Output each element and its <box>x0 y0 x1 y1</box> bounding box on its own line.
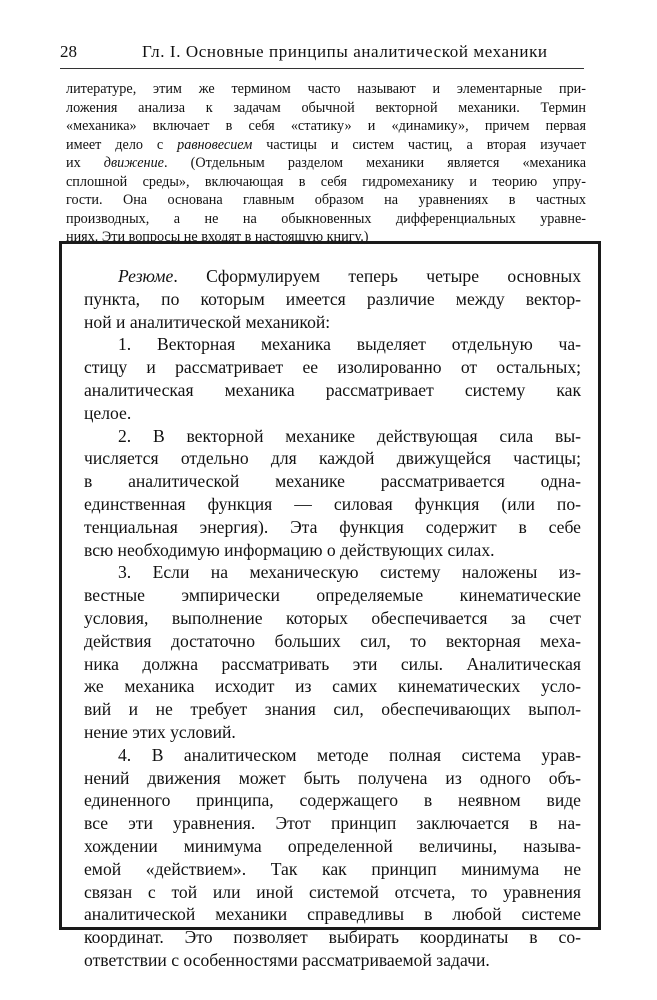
text-line: 2. В векторной механике действующая сила вы- <box>118 425 581 446</box>
text-line: их движение. (Отдельным разделом механики является «механика <box>66 155 586 171</box>
text-line: аналитическая механика рассматривает систему как <box>84 379 581 400</box>
text-line: ной и аналитической механикой: <box>84 311 331 332</box>
text-line: все эти уравнения. Этот принцип заключается в на- <box>84 813 581 834</box>
text-line: вестные эмпирически определяемые кинематические <box>84 585 581 606</box>
text-line: ответствии с особенностями рассматриваемой задачи. <box>84 949 490 970</box>
italic-term: равновесием <box>177 136 253 153</box>
italic-term: движение <box>103 155 164 171</box>
text-line: нение этих условий. <box>84 721 236 742</box>
text-line: Резюме. Сформулируем теперь четыре основных <box>118 266 581 286</box>
text-line: в аналитической механике рассматривается одна- <box>84 471 581 492</box>
text-line: единственная функция — силовая функция (или по- <box>84 493 581 514</box>
summary-label: Резюме <box>118 266 174 286</box>
text-line: 1. Векторная механика выделяет отдельную ча- <box>118 334 581 355</box>
text-line: координат. Это позволяет выбирать координаты в со- <box>84 927 581 948</box>
page-header <box>60 42 598 66</box>
text-line: вий и не требует знания сил, обеспечивающих выпол- <box>84 699 581 720</box>
running-title: Гл. I. Основные принципы аналитической механики <box>142 42 548 61</box>
text-line: всю необходимую информацию о действующих силах. <box>84 539 495 560</box>
text-line: 3. Если на механическую систему наложены из- <box>118 562 581 583</box>
text-line: пункта, по которым имеется различие между вектор- <box>84 288 581 309</box>
text-line: аналитической механики справедливы в любой системе <box>84 904 581 925</box>
text-line: действия достаточно больших сил, то векторная меха- <box>84 630 581 651</box>
text-line: гости. Она основана главным образом на уравнениях в частных <box>66 192 586 208</box>
text-line: ниях. Эти вопросы не входят в настоящую книгу.) <box>66 229 369 245</box>
text-line: связан с той или иной системой отсчета, то уравнения <box>84 881 581 902</box>
text-line: ника должна рассматривать эти силы. Аналитическая <box>84 653 581 674</box>
text-line: единенного принципа, содержащего в неявном виде <box>84 790 581 811</box>
text-line: целое. <box>84 402 132 423</box>
text-line: 4. В аналитическом методе полная система урав- <box>118 744 581 765</box>
header-rule <box>60 68 584 69</box>
text-line: нений движения может быть получена из одного объ- <box>84 767 581 788</box>
text-line: условия, выполнение которых обеспечивается за счет <box>84 607 581 628</box>
text-line: «механика» включает в себя «статику» и «динамику», причем первая <box>66 118 586 134</box>
text-line: числяется отдельно для каждой движущейся частицы; <box>84 448 581 469</box>
text-line: ложения анализа к задачам обычной векторной механики. Термин <box>66 99 586 116</box>
intro-paragraph <box>66 80 586 247</box>
summary-box-text <box>84 265 581 972</box>
text-line: сплошной среды», включающая в себя гидромеханику и теорию упру- <box>66 173 586 190</box>
text-line: емой «действием». Так как принцип минимума не <box>84 858 581 879</box>
text-line: тенциальная энергия). Эта функция содержит в себе <box>84 516 581 537</box>
text-line: же механика исходит из самих кинематических усло- <box>84 676 581 697</box>
text-line: производных, а не на обыкновенных дифференциальных уравне- <box>66 210 586 227</box>
page-number: 28 <box>60 42 77 61</box>
text-line: стицу и рассматривает ее изолированно от остальных; <box>84 357 581 378</box>
text-line: хождении минимума определенной величины, называ- <box>84 835 581 856</box>
text-line: литературе, этим же термином часто называют и элементарные при- <box>66 81 586 97</box>
text-line: имеет дело с равновесием частицы и систем частиц, а вторая изучает <box>66 136 586 153</box>
